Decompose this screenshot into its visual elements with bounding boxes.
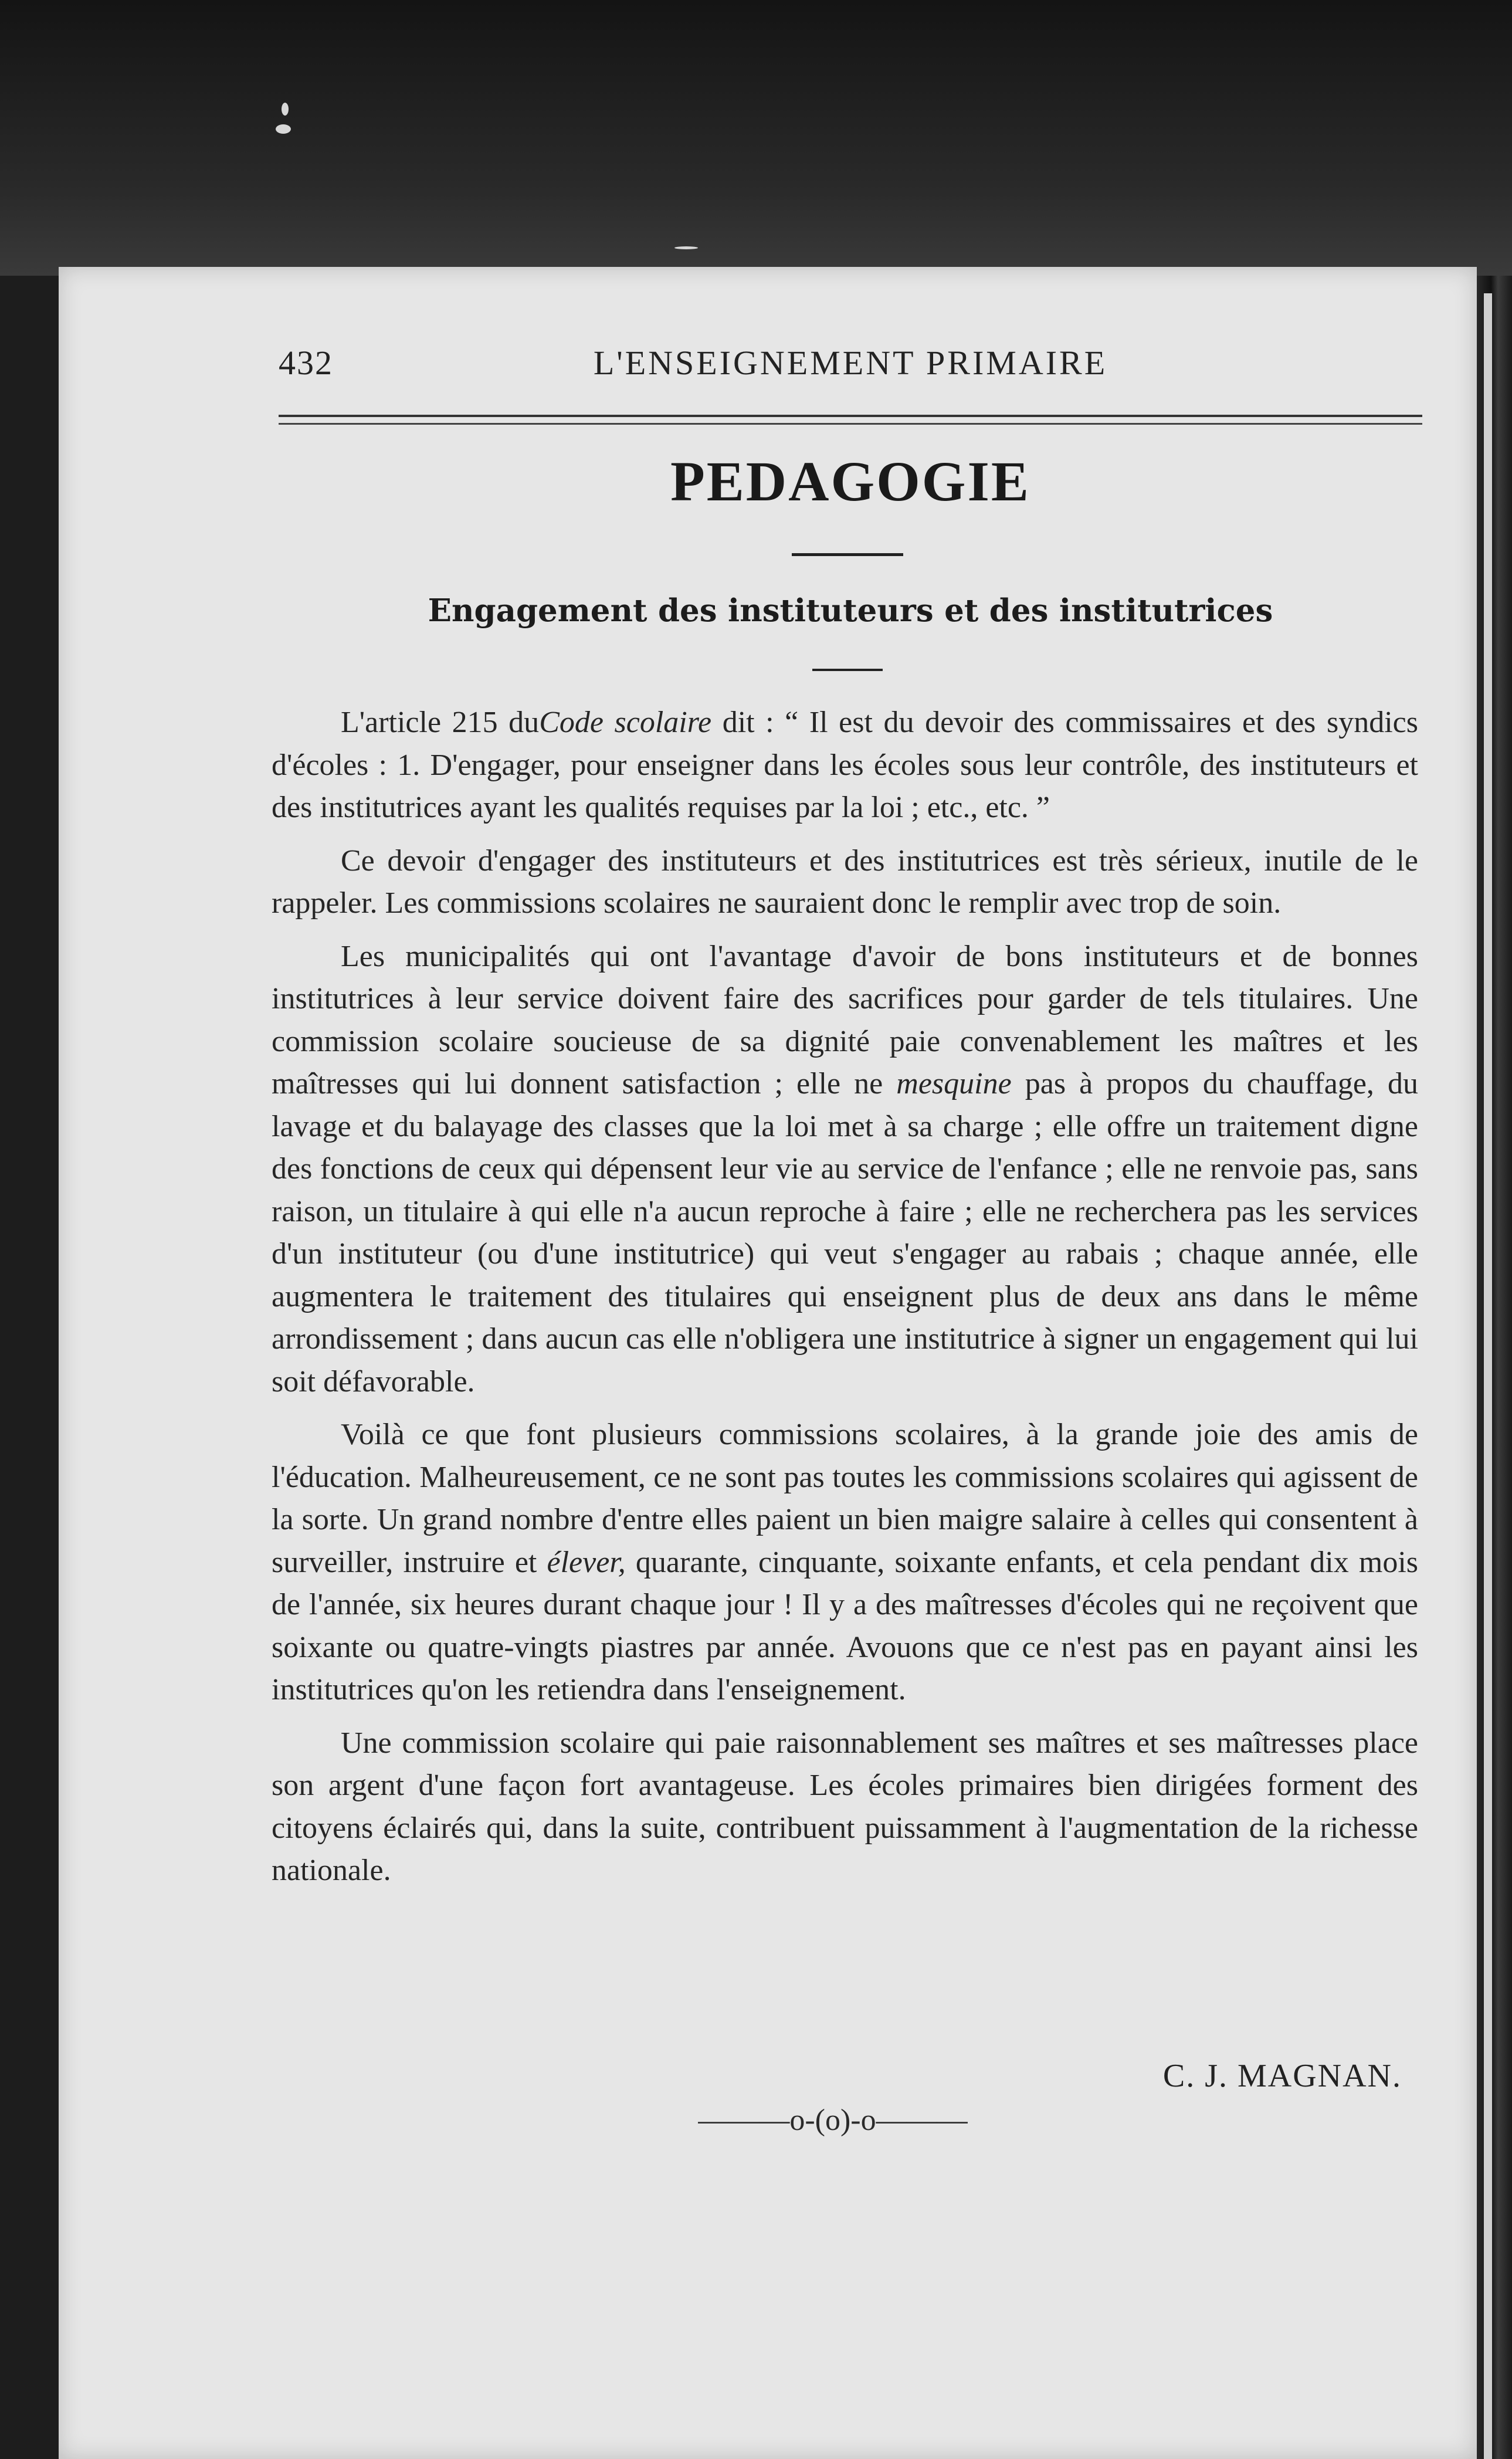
article-body	[272, 702, 1418, 1903]
article-title: Engagement des instituteurs et des institutrices	[428, 592, 1273, 629]
paragraph-2: Ce devoir d'engager des instituteurs et des institutrices est très sérieux, inutile de le rappeler. Les commissions scolaires ne sauraient donc le remplir avec trop de soin.	[272, 844, 1418, 920]
dust-speck	[276, 124, 291, 134]
end-ornament: ———o-(o)-o———	[698, 2104, 968, 2137]
dust-speck	[282, 103, 289, 116]
paragraph-5: Une commission scolaire qui paie raisonnablement ses maîtres et ses maîtresses place son argent d'une façon fort avantageuse. Les écoles primaires bien dirigées forment des citoyens éclairés qui, dans la suite, contribuent puissamment à l'augmentation de la richesse nationale.	[272, 1726, 1418, 1887]
paragraph-4: Voilà ce que font plusieurs commissions scolaires, à la grande joie des amis de l'éducation. Malheureusement, ce ne sont pas toutes les commissions scolaires qui agissent de la sorte. Un grand nombre d'entre elles paient un bien maigre salaire à celles qui consentent à surveiller, instruire et élever, quarante, cinquante, soixante enfants, et cela pendant dix mois de l'année, six heures durant chaque jour ! Il y a des maîtresses d'écoles qui ne reçoivent que soixante ou quatre-vingts piastres par année. Avouons que ce n'est pas en payant ainsi les institutrices qu'on les retiendra dans l'enseignement.	[272, 1418, 1419, 1706]
header-double-rule	[279, 415, 1422, 425]
next-page-edge	[1484, 293, 1492, 2459]
dust-speck	[674, 246, 698, 249]
running-title: L'ENSEIGNEMENT PRIMAIRE	[593, 344, 1108, 382]
title-divider	[792, 553, 903, 556]
page-number: 432	[279, 344, 333, 382]
subtitle-divider	[812, 669, 883, 671]
section-title: PEDAGOGIE	[670, 450, 1030, 513]
paragraph-3: Les municipalités qui ont l'avantage d'avoir de bons instituteurs et de bonnes institutrices à leur service doivent faire des sacrifices pour garder de tels titulaires. Une commission scolaire soucieuse de sa dignité paie convenablement les maîtres et les maîtresses qui lui donnent satisfaction ; elle ne mesquine pas à propos du chauffage, du lavage et du balayage des classes que la loi met à sa charge ; elle offre un traitement digne des fonctions de ceux qui dépensent leur vie au service de l'enfance ; elle ne renvoie pas, sans raison, un titulaire à qui elle n'a aucun reproche à faire ; elle ne recherchera pas les services d'un instituteur (ou d'une institutrice) qui veut s'engager au rabais ; chaque année, elle augmentera le traitement des titulaires qui enseignent plus de deux ans dans le même arrondissement ; dans aucun cas elle n'obligera une institutrice à signer un engagement qui lui soit défavorable.	[272, 939, 1418, 1398]
paragraph-1: L'article 215 duCode scolaire dit : “ Il est du devoir des commissaires et des syndics d'écoles : 1. D'engager, pour enseigner dans les écoles sous leur contrôle, des instituteurs et des institutrices ayant les qualités requises par la loi ; etc., etc. ”	[272, 706, 1418, 824]
running-head	[279, 343, 1422, 384]
author-signature: C. J. MAGNAN.	[1162, 2058, 1402, 2094]
page-edge-shadow	[1477, 276, 1512, 2459]
scanner-background	[0, 0, 1512, 276]
